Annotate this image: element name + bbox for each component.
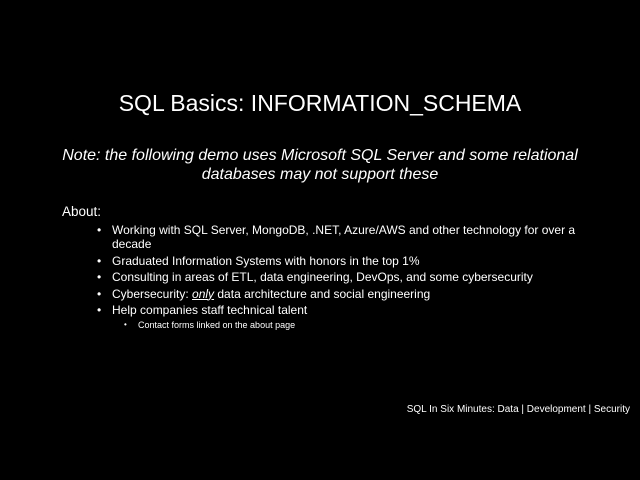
about-section	[62, 204, 592, 334]
slide-note: Note: the following demo uses Microsoft SQL Server and some relational databases may not support these	[62, 147, 578, 183]
list-item-text: Working with SQL Server, MongoDB, .NET, Azure/AWS and other technology for over a decade	[112, 223, 576, 251]
list-item-prefix: Cybersecurity:	[112, 286, 193, 301]
list-item	[100, 223, 592, 251]
sub-bullet-list	[112, 319, 592, 331]
list-item-text: Consulting in areas of ETL, data engineering, DevOps, and some cybersecurity	[112, 270, 533, 284]
about-bullet-list	[62, 223, 592, 331]
list-item-emphasis: only	[192, 286, 215, 301]
about-heading: About:	[62, 204, 102, 219]
list-item-suffix: data architecture and social engineering	[214, 286, 431, 301]
list-item-text: Graduated Information Systems with honors in the top 1%	[112, 253, 420, 268]
list-item	[100, 303, 592, 331]
list-item-text: Help companies staff technical talent	[112, 303, 308, 317]
list-item	[100, 287, 592, 301]
slide-title: SQL Basics: INFORMATION_SCHEMA	[118, 90, 522, 116]
list-item	[100, 270, 592, 284]
slide-footer: SQL In Six Minutes: Data | Development | Security	[406, 404, 630, 415]
list-item	[100, 254, 592, 268]
sub-list-item-text: Contact forms linked on the about page	[138, 320, 296, 330]
sub-list-item	[124, 319, 592, 331]
